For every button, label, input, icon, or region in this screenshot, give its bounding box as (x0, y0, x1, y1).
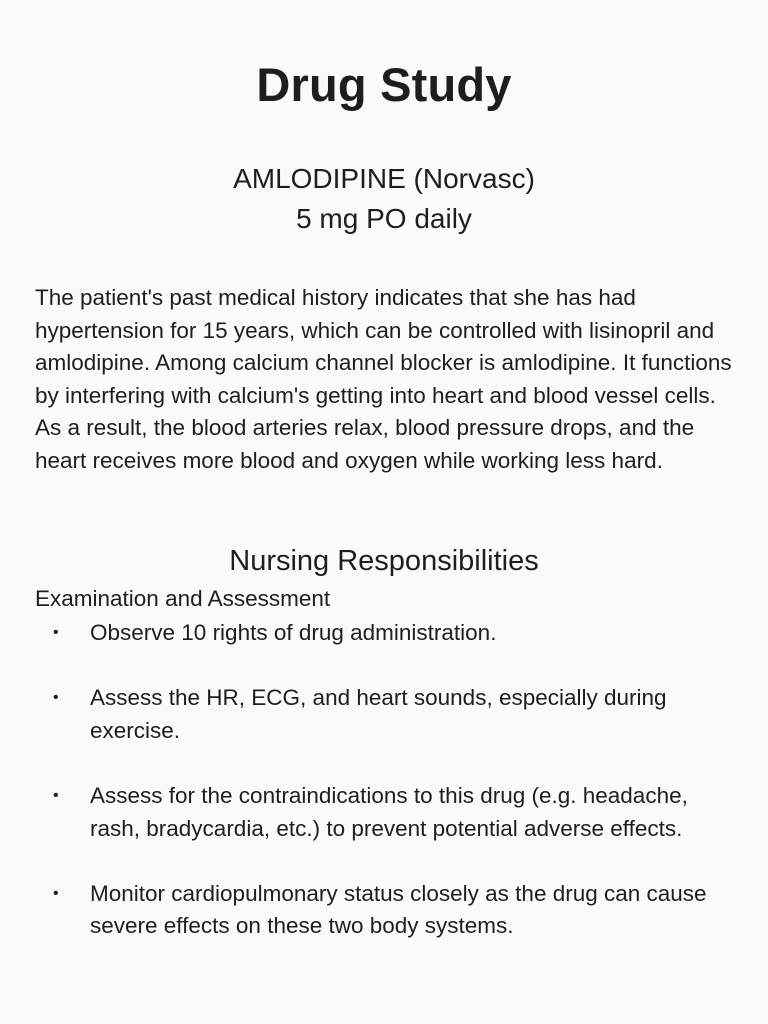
list-item (0, 682, 730, 747)
list-item-text: Assess for the contraindications to this drug (e.g. headache, rash, bradycardia, etc.) to prevent potential adverse effects. (90, 782, 688, 841)
page-title: Drug Study (256, 58, 512, 111)
list-item-text: Assess the HR, ECG, and heart sounds, especially during exercise. (90, 685, 667, 743)
drug-description-paragraph: The patient's past medical history indicates that she has had hypertension for 15 years, which can be controlled with lisinopril and amlodipine. Among calcium channel blocker is amlodipine. It functions by interfering with calcium's getting into heart and blood vessel cells. As a result, the blood arteries relax, blood pressure drops, and the heart receives more blood and oxygen while working less hard. (35, 285, 732, 473)
bullet-icon: • (53, 786, 59, 804)
drug-name: AMLODIPINE (Norvasc) (233, 163, 535, 194)
list-item-text: Observe 10 rights of drug administration. (90, 620, 497, 645)
list-item (0, 780, 730, 845)
list-item (0, 617, 730, 650)
responsibilities-list (0, 617, 768, 976)
section-title: Nursing Responsibilities (229, 545, 539, 577)
bullet-icon: • (53, 884, 59, 902)
list-item (0, 878, 730, 943)
subsection-title: Examination and Assessment (35, 586, 331, 611)
bullet-icon: • (53, 624, 59, 641)
bullet-icon: • (53, 689, 59, 707)
list-item-text: Monitor cardiopulmonary status closely as the drug can cause severe effects on these two body systems. (90, 880, 707, 939)
drug-dose: 5 mg PO daily (296, 203, 472, 234)
